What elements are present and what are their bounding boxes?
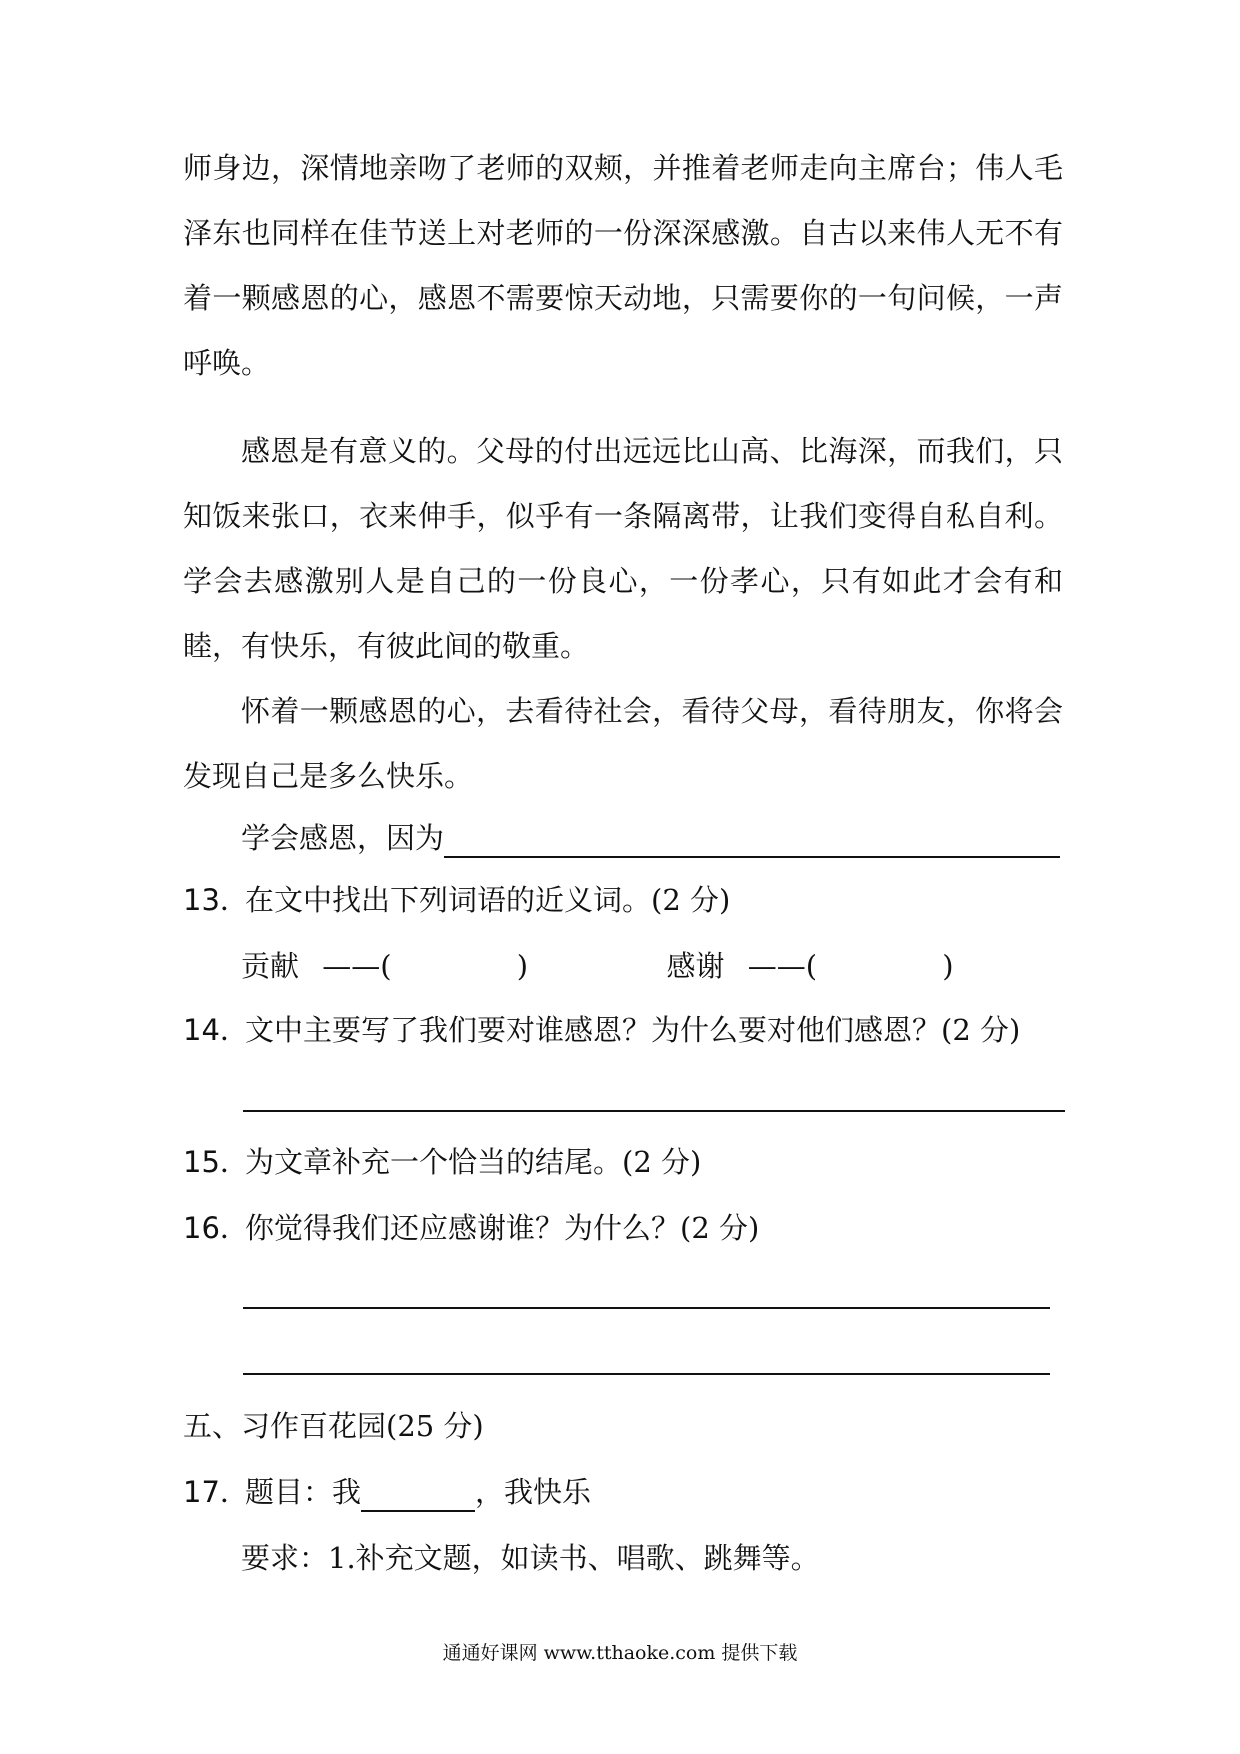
answer-line-q16-2[interactable]	[243, 1373, 1050, 1375]
word-gongxian: 贡献	[241, 949, 300, 983]
question-14-number: 14．	[183, 1013, 249, 1047]
question-14-text: 文中主要写了我们要对谁感恩？为什么要对他们感恩？(2 分)	[245, 1013, 1021, 1047]
word-ganxie: 感谢	[666, 949, 725, 983]
question-13	[183, 880, 730, 920]
passage-paragraph-2: 感恩是有意义的。父母的付出远远比山高、比海深，而我们，只知饭来张口，衣来伸手，似乎有一条隔离带，让我们变得自私自利。学会去感激别人是自己的一份良心，一份孝心，只有如此才会有和睦，有快乐，有彼此间的敬重。	[183, 434, 1063, 663]
passage-paragraph-1: 师身边，深情地亲吻了老师的双颊，并推着老师走向主席台；伟人毛泽东也同样在佳节送上对老师的一份深深感激。自古以来伟人无不有着一颗感恩的心，感恩不需要惊天动地，只需要你的一句问候，一声呼唤。	[183, 151, 1063, 380]
title-blank[interactable]	[361, 1510, 475, 1512]
question-17-number: 17．	[183, 1475, 249, 1509]
paragraph-4-text: 学会感恩，因为	[241, 821, 445, 855]
question-17-suffix: ，我快乐	[475, 1475, 592, 1509]
question-17-prefix: 题目：我	[245, 1475, 362, 1509]
question-17	[183, 1472, 591, 1512]
question-14	[183, 1010, 1020, 1050]
question-17-requirement: 要求：1.补充文题，如读书、唱歌、跳舞等。	[241, 1541, 820, 1575]
question-15	[183, 1142, 701, 1182]
synonym-blank-1[interactable]: ——( )	[322, 949, 529, 983]
answer-line-q14[interactable]	[243, 1110, 1065, 1112]
passage-paragraph-4	[241, 818, 1060, 858]
question-13-number: 13．	[183, 883, 249, 917]
answer-line-q16-1[interactable]	[243, 1307, 1050, 1309]
answer-blank-because[interactable]	[444, 856, 1060, 858]
question-15-text: 为文章补充一个恰当的结尾。(2 分)	[245, 1145, 702, 1179]
question-16-text: 你觉得我们还应感谢谁？为什么？(2 分)	[245, 1211, 760, 1245]
question-16-number: 16．	[183, 1211, 249, 1245]
question-13-text: 在文中找出下列词语的近义词。(2 分)	[245, 883, 731, 917]
question-16	[183, 1208, 759, 1248]
question-15-number: 15．	[183, 1145, 249, 1179]
page-footer: 通通好课网 www.tthaoke.com 提供下载	[442, 1642, 798, 1664]
passage-paragraph-3: 怀着一颗感恩的心，去看待社会，看待父母，看待朋友，你将会发现自己是多么快乐。	[183, 694, 1063, 793]
synonym-blank-2[interactable]: ——( )	[747, 949, 954, 983]
section-5-heading: 五、习作百花园(25 分)	[183, 1409, 484, 1443]
question-13-items	[241, 946, 954, 986]
